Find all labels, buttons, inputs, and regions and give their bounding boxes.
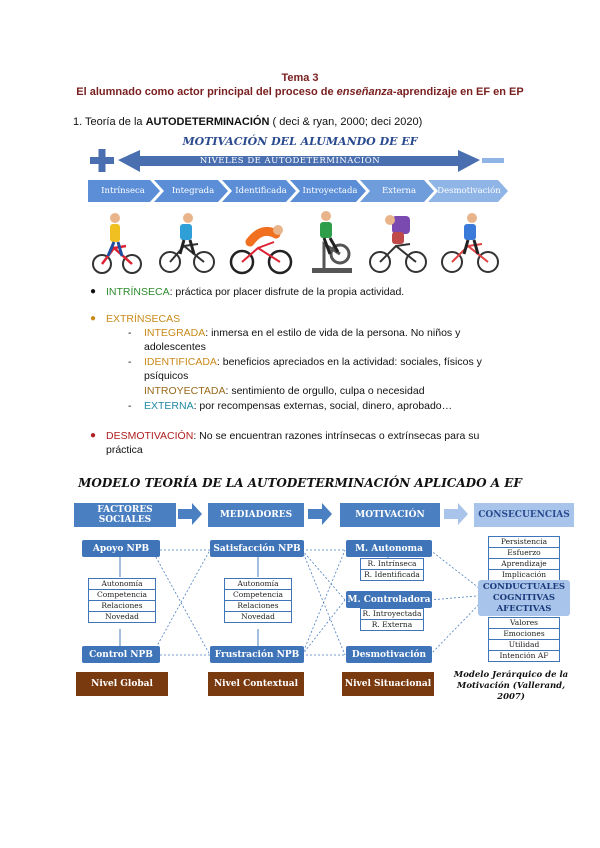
stage-identificada: Identificada [235,186,287,196]
model-caption: Modelo Jerárquico de la Motivación (Vallerand, 2007) [453,670,569,702]
bullet-identificada-cont: psíquicos [144,370,189,382]
header-motivacion: MOTIVACIÓN [340,503,440,527]
cyclist-3-icon [231,225,291,273]
bullet-extrinsecas: EXTRÍNSECAS [106,313,181,325]
bullet-externa: EXTERNA: por recompensas externas, social, dinero, aprobado… [144,400,453,412]
dash-marker: - [128,327,132,339]
nivel-contextual: Nivel Contextual [208,672,304,696]
bullet-dot: ● [90,313,97,324]
header-consecuencias: CONSECUENCIAS [474,503,574,527]
satisfaccion-npb-node: Satisfacción NPB [210,540,304,557]
dash-marker: - [128,400,132,412]
document-subtitle: El alumnado como actor principal del proceso de enseñanza-aprendizaje en EF en EP [76,86,524,98]
bullet-desmotivacion-cont: práctica [106,444,143,456]
needs-list-2: Autonomía Competencia Relaciones Novedad [224,578,292,623]
bullet-integrada: INTEGRADA: inmersa en el estilo de vida de la persona. No niños y [144,327,461,339]
frustracion-npb-node: Frustración NPB [210,646,304,663]
desmotivacion-node: Desmotivación [346,646,432,663]
cyclist-2-icon [160,213,214,272]
exercise-bike-icon [312,211,352,273]
bullet-desmotivacion: DESMOTIVACIÓN: No se encuentran razones intrínsecas o extrínsecas para su [106,430,480,442]
bullet-dot: ● [90,286,97,297]
motivation-figure-title: MOTIVACIÓN DEL ALUMANDO DE EF [182,135,418,148]
controladora-sub-list: R. Introyectada R. Externa [360,608,424,631]
plus-icon-vertical [99,149,106,172]
bullet-intrinseca: INTRÍNSECA: práctica por placer disfrute de la propia actividad. [106,286,405,298]
nivel-global: Nivel Global [76,672,168,696]
control-npb-node: Control NPB [82,646,160,663]
stage-integrada: Integrada [171,186,215,196]
minus-icon [482,158,504,163]
stage-introyectada: Introyectada [302,186,358,196]
bullet-introyectada: INTROYECTADA: sentimiento de orgullo, culpa o necesidad [144,385,425,397]
stage-externa: Externa [381,186,417,196]
bullet-dot: ● [90,430,97,441]
bullet-integrada-cont: adolescentes [144,341,206,353]
conductuales-cognitivas-afectivas: CONDUCTUALES COGNITIVAS AFECTIVAS [478,580,570,616]
header-mediadores: MEDIADORES [208,503,304,527]
banner-label: NIVELES DE AUTODETERMINACIÓN [199,156,381,166]
bullet-identificada: IDENTIFICADA: beneficios apreciados en la actividad: sociales, físicos y [144,356,482,368]
section-heading: 1. Teoría de la AUTODETERMINACIÓN ( deci & ryan, 2000; deci 2020) [73,116,423,128]
topic-title: Tema 3 [281,72,319,84]
header-factores-sociales: FACTORES SOCIALES [74,503,176,527]
cyclist-5-icon [370,215,426,272]
consequences-top-list: Persistencia Esfuerzo Aprendizaje Implicación [488,536,560,581]
cyclist-illustrations [92,208,512,276]
model-figure-title: MODELO TEORÍA DE LA AUTODETERMINACIÓN APLICADO A EF [78,476,522,490]
dash-marker: - [128,356,132,368]
m-controladora-node: M. Controladora [346,591,432,608]
consequences-bottom-list: Valores Emociones Utilidad Intención AF [488,617,560,662]
needs-list-1: Autonomía Competencia Relaciones Novedad [88,578,156,623]
m-autonoma-node: M. Autonoma [346,540,432,557]
cyclist-1-icon [93,213,141,273]
stage-desmotivacion: Desmotivación [437,186,501,196]
nivel-situacional: Nivel Situacional [342,672,434,696]
apoyo-npb-node: Apoyo NPB [82,540,160,557]
stage-intrinseca: Intrínseca [101,186,145,196]
autonoma-sub-list: R. Intrínseca R. Identificada [360,558,424,581]
cyclist-6-icon [442,213,498,272]
